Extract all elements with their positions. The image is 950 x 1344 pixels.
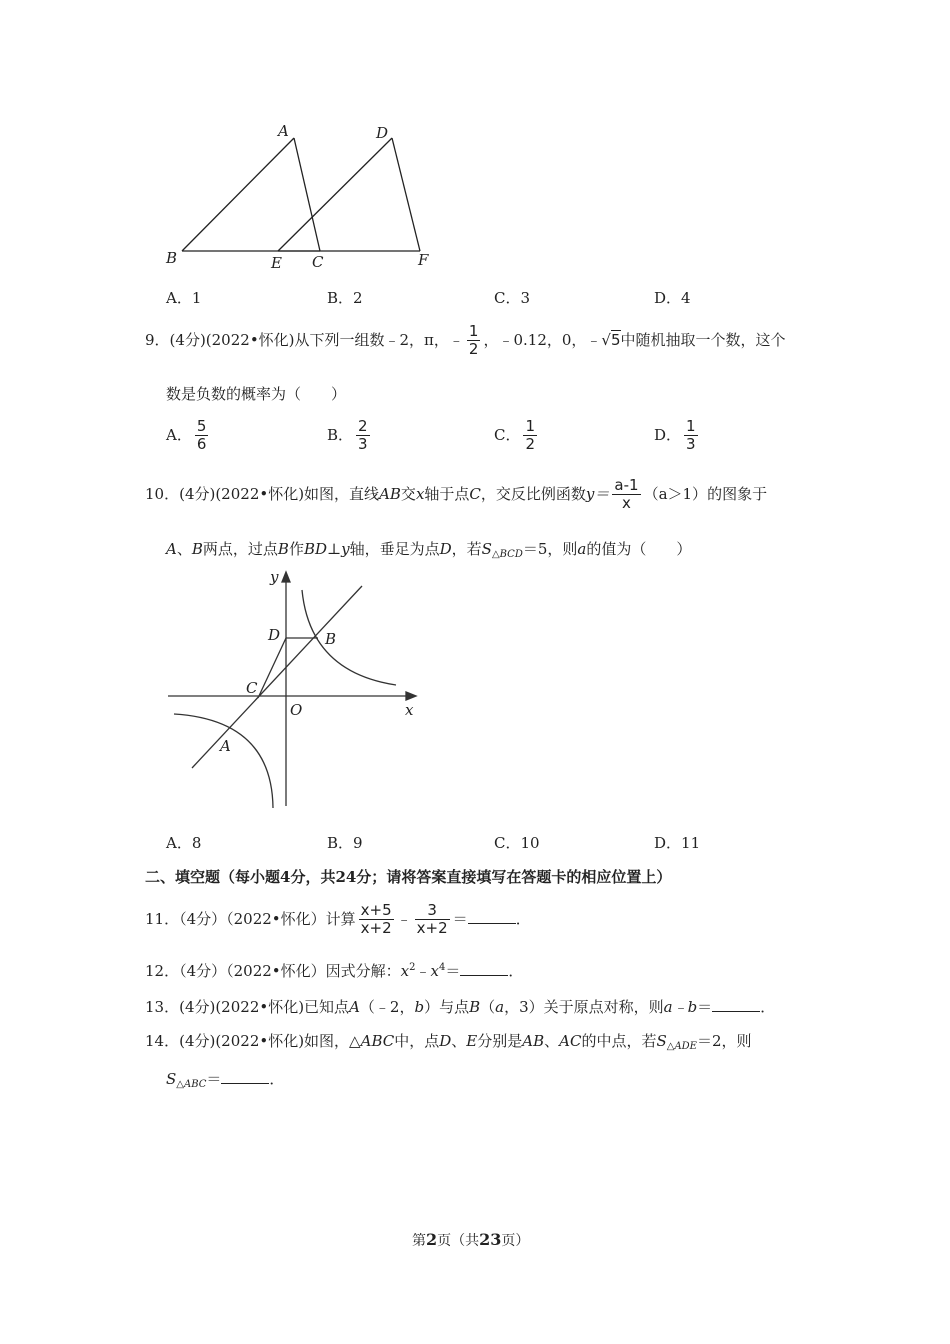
label-y: y (270, 568, 279, 586)
label-a: A (278, 122, 289, 140)
q10-option-c: C．10 (494, 834, 540, 852)
answer-blank[interactable] (468, 909, 516, 924)
q10-figure (160, 562, 430, 812)
segment-ab (182, 138, 294, 251)
q10-option-d: D．11 (654, 834, 701, 852)
label-d: D (376, 124, 389, 142)
q9-stem-line2: 数是负数的概率为（ ） (166, 385, 347, 403)
label-d: D (268, 626, 281, 644)
q9-option-a: A． $\frac{5}{6}$ (166, 417, 207, 454)
line-ab (192, 586, 362, 768)
q14-stem-line2: $S_{\triangle ABC}=$ ． (166, 1070, 285, 1090)
q8-figure (160, 120, 450, 280)
q8-option-d: D．4 (654, 289, 691, 307)
segment-df (392, 138, 420, 251)
segment-ac (294, 138, 320, 251)
segment-de (278, 138, 392, 251)
q8-option-a: A．1 (166, 289, 202, 307)
section-2-title: 二、填空题（每小题4分，共24分；请将答案直接填写在答题卡的相应位置上） (145, 868, 672, 886)
segment-cd (258, 638, 286, 698)
q8-option-b: B．2 (327, 289, 363, 307)
q11-stem: 11．（4分）（2022•怀化）计算 $\frac{x+5}{x+2}$ ﹣ $\frac{3}{x+2}$ ＝ ． (145, 901, 531, 938)
q12-stem: 12．（4分）（2022•怀化）因式分解：$x^2﹣x^4=$ ． (145, 962, 524, 980)
q8-option-c: C．3 (494, 289, 531, 307)
answer-blank[interactable] (221, 1069, 269, 1084)
label-e: E (271, 254, 282, 272)
q13-stem: 13．(4分)(2022•怀化)已知点A（﹣2，b）与点B（a，3）关于原点对称，则a﹣b＝ ． (145, 998, 776, 1016)
label-x: x (405, 701, 414, 719)
q10-option-b: B．9 (327, 834, 363, 852)
label-o: O (290, 701, 303, 719)
answer-blank[interactable] (460, 961, 508, 976)
label-b: B (325, 630, 337, 648)
q14-stem: 14．(4分)(2022•怀化)如图，△ABC中，点D、E分别是AB、AC的中点，若$S_{\triangle ADE}=2$，则 (145, 1032, 752, 1052)
q10-stem-line2: A、B两点，过点B作BD⊥y轴，垂足为点D，若$S_{\triangle BCD}=5$，则a的值为（ ） (166, 540, 692, 560)
q10-option-a: A．8 (166, 834, 202, 852)
label-f: F (418, 251, 429, 269)
x-axis-arrow (406, 692, 416, 700)
q9-option-d: D． $\frac{1}{3}$ (654, 417, 696, 454)
label-c: C (312, 253, 324, 271)
label-c: C (246, 679, 258, 697)
q10-stem: 10．(4分)(2022•怀化)如图，直线AB交x轴于点C，交反比例函数y＝ $\frac{a-1}{x}$ （a＞1）的图象于 (145, 476, 768, 513)
q9-option-c: C． $\frac{1}{2}$ (494, 417, 536, 454)
sqrt-symbol: √ (601, 330, 611, 349)
hyperbola-branch-2 (174, 714, 273, 808)
q9-fraction: $\frac{1}{2}$ (468, 322, 479, 359)
hyperbola-branch-1 (302, 590, 396, 685)
label-a: A (220, 737, 231, 755)
q9-option-b: B． $\frac{2}{3}$ (327, 417, 368, 454)
page-footer: 第2页（共23页） (412, 1230, 530, 1249)
y-axis-arrow (282, 572, 290, 582)
answer-blank[interactable] (712, 997, 760, 1012)
q9-stem: 9．(4分)(2022•怀化)从下列一组数﹣2，π，﹣ $\frac{1}{2}$ ，﹣0.12，0，﹣√5中随机抽取一个数，这个 (145, 322, 786, 359)
q10-fraction: $\frac{a-1}{x}$ (614, 476, 639, 513)
label-b: B (166, 249, 178, 267)
